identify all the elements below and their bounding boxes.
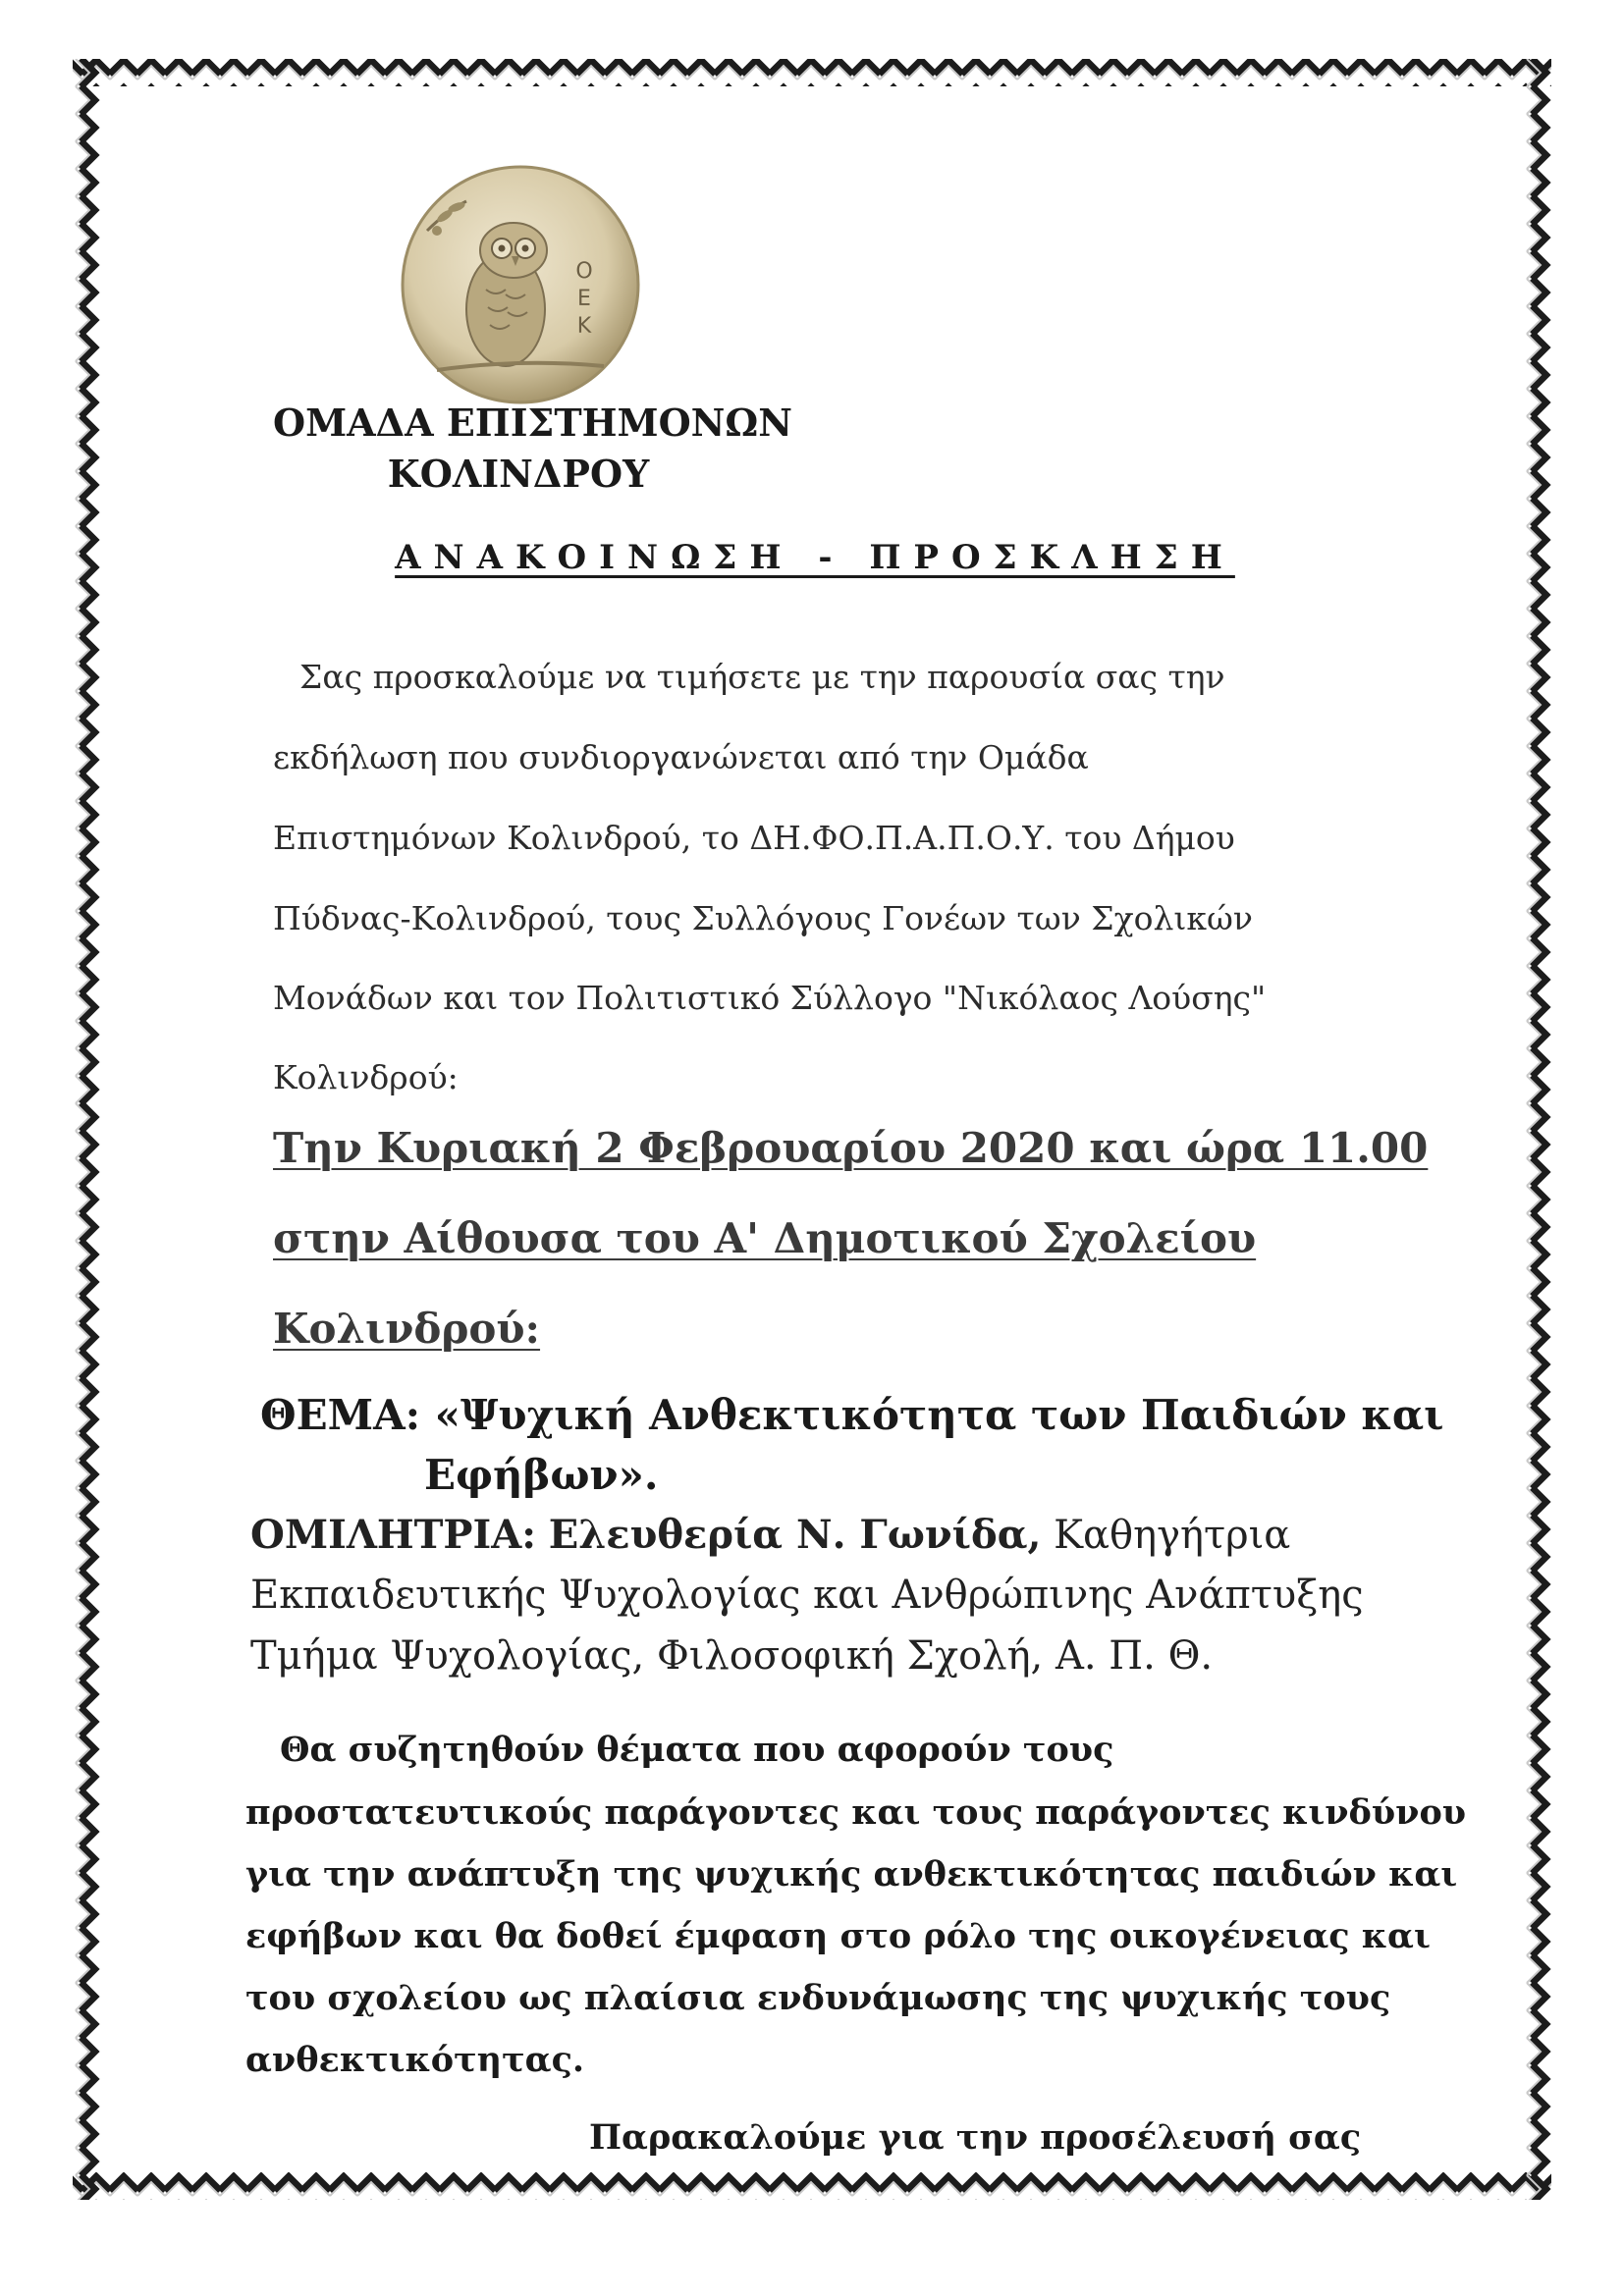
speaker-role: Καθηγήτρια bbox=[1054, 1513, 1291, 1558]
intro-line: εκδήλωση που συνδιοργανώνεται από την Ομάδα bbox=[273, 738, 1089, 776]
border-right bbox=[1524, 59, 1551, 2200]
organization-name-line2: ΚΟΛΙΝΔΡΟΥ bbox=[387, 452, 650, 496]
topics-line: ανθεκτικότητας. bbox=[245, 2040, 585, 2080]
speaker-line1 bbox=[250, 1512, 1290, 1558]
intro-line: Κολινδρού: bbox=[273, 1058, 459, 1096]
organization-name-line1: ΟΜΑΔΑ ΕΠΙΣΤΗΜΟΝΩΝ bbox=[273, 400, 792, 445]
intro-line: Σας προσκαλούμε να τιμήσετε με την παρουσία σας την bbox=[299, 658, 1225, 696]
svg-text:Ε: Ε bbox=[577, 287, 591, 311]
intro-line: Μονάδων και τον Πολιτιστικό Σύλλογο "Νικόλαος Λούσης" bbox=[273, 979, 1267, 1017]
topics-line: εφήβων και θα δοθεί έμφαση στο ρόλο της οικογένειας και bbox=[245, 1916, 1431, 1956]
svg-text:Ο: Ο bbox=[575, 259, 593, 284]
topics-line: για την ανάπτυξη της ψυχικής ανθεκτικότητας παιδιών και bbox=[245, 1854, 1458, 1895]
theme-line2: Εφήβων». bbox=[424, 1451, 659, 1499]
speaker-label: ΟΜΙΛΗΤΡΙΑ: bbox=[250, 1512, 537, 1558]
event-location-line: στην Αίθουσα του Α' Δημοτικού Σχολείου bbox=[273, 1214, 1257, 1262]
topics-line: του σχολείου ως πλαίσια ενδυνάμωσης της ψυχικής τους bbox=[245, 1978, 1391, 2018]
intro-line: Επιστημόνων Κολινδρού, το ΔΗ.ΦΟ.Π.Α.Π.Ο.Υ. του Δήμου bbox=[273, 819, 1235, 857]
closing-text: Παρακαλούμε για την προσέλευσή σας bbox=[589, 2117, 1362, 2158]
announcement-title: ΑΝΑΚΟΙΝΩΣΗ - ΠΡΟΣΚΛΗΣΗ bbox=[395, 538, 1235, 577]
topics-line: προστατευτικούς παράγοντες και τους παράγοντες κινδύνου bbox=[245, 1792, 1467, 1833]
speaker-line2: Εκπαιδευτικής Ψυχολογίας και Ανθρώπινης Ανάπτυξης bbox=[250, 1573, 1364, 1618]
owl-coin-logo bbox=[398, 162, 643, 407]
event-location-line: Κολινδρού: bbox=[273, 1305, 541, 1353]
topics-line: Θα συζητηθούν θέματα που αφορούν τους bbox=[280, 1730, 1114, 1770]
border-top bbox=[73, 59, 1551, 86]
speaker-name: Ελευθερία Ν. Γωνίδα, bbox=[548, 1512, 1042, 1558]
speaker-line3: Τμήμα Ψυχολογίας, Φιλοσοφική Σχολή, Α. Π. Θ. bbox=[250, 1633, 1214, 1679]
theme-line1: ΘΕΜΑ: «Ψυχική Ανθεκτικότητα των Παιδιών και bbox=[260, 1391, 1444, 1439]
border-bottom bbox=[73, 2172, 1551, 2200]
svg-text:Κ: Κ bbox=[576, 314, 592, 339]
intro-line: Πύδνας-Κολινδρού, τους Συλλόγους Γονέων των Σχολικών bbox=[273, 899, 1253, 937]
event-date-line: Την Κυριακή 2 Φεβρουαρίου 2020 και ώρα 11.00 bbox=[273, 1124, 1429, 1172]
border-left bbox=[73, 59, 100, 2200]
